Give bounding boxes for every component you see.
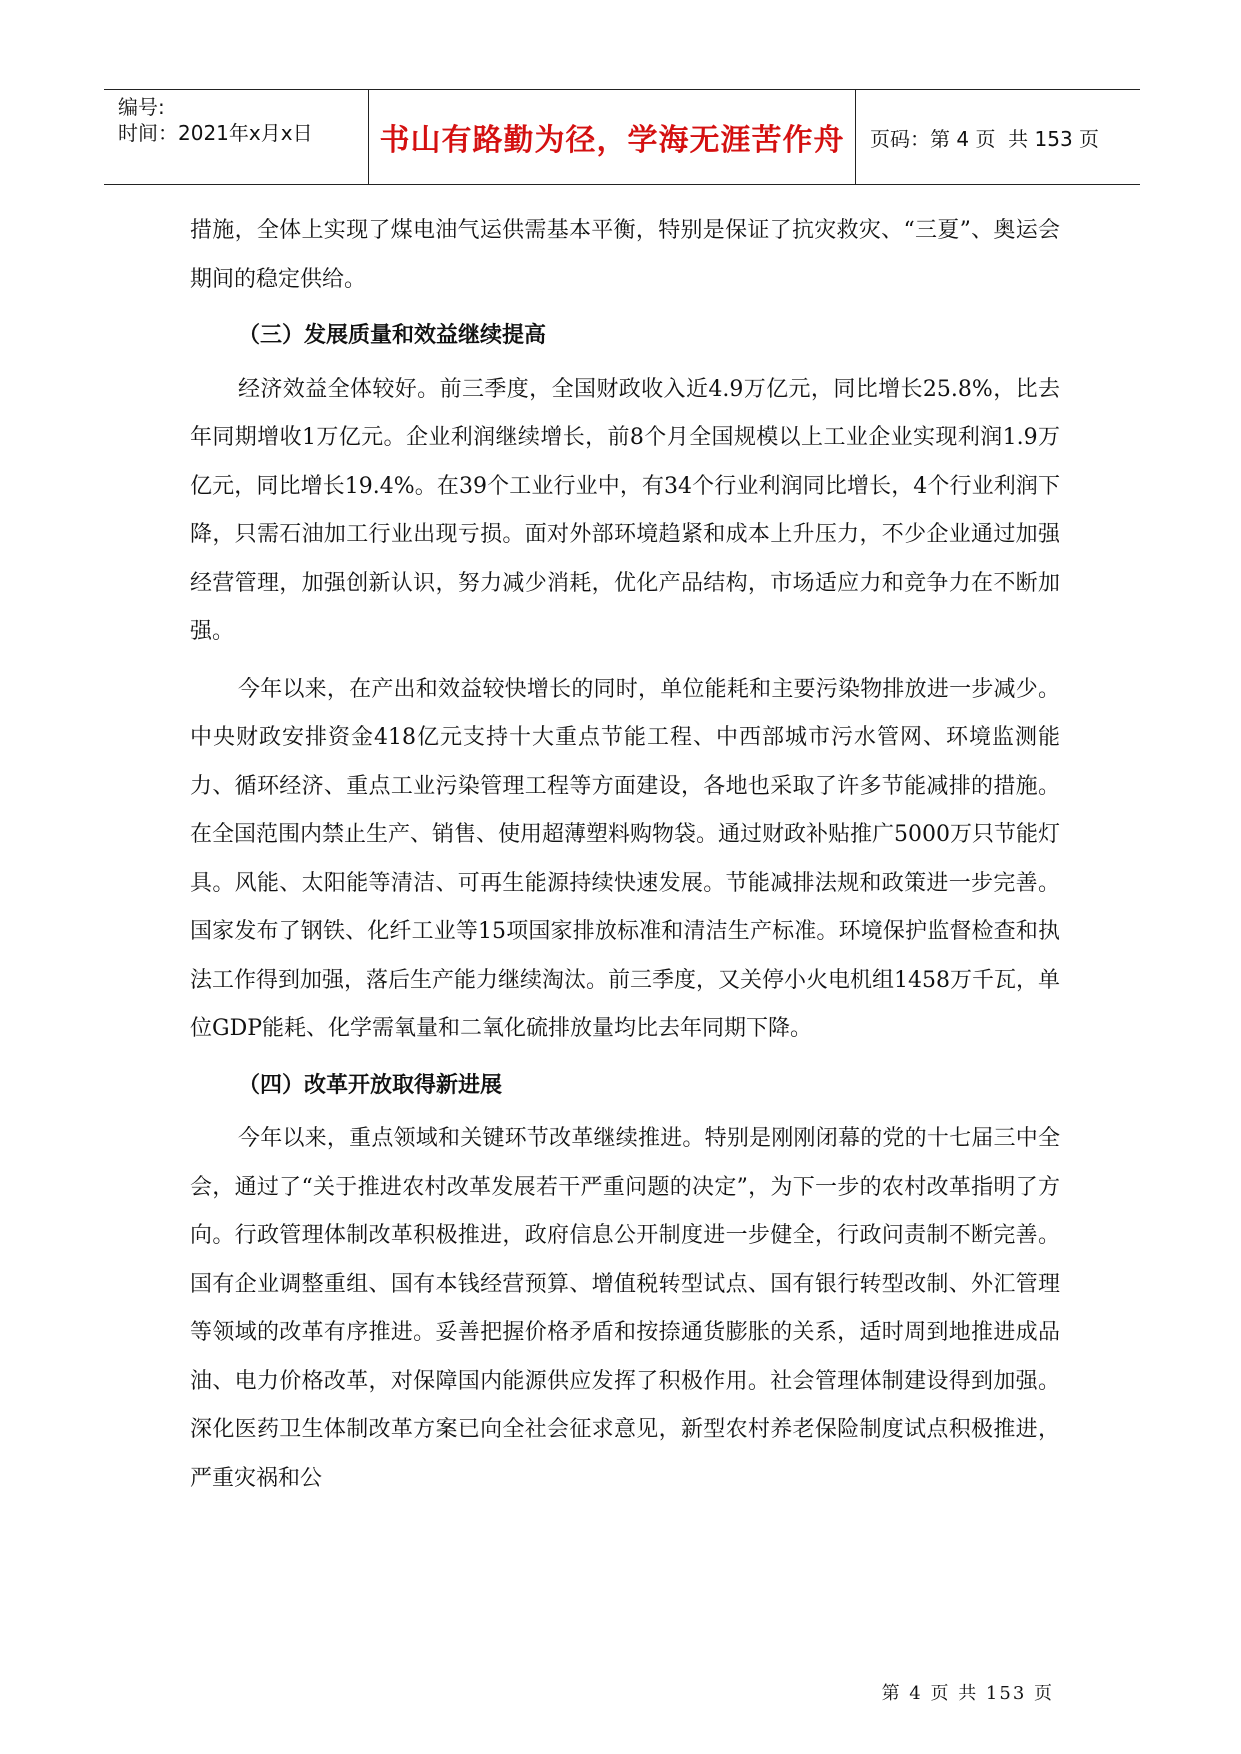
page-footer-number: 第 4 页 共 153 页 xyxy=(881,1683,1054,1704)
section-heading-4: （四）改革开放取得新进展 xyxy=(238,1071,503,1098)
document-body xyxy=(190,207,1060,1503)
paragraph-energy-saving: 今年以来，在产出和效益较快增长的同时，单位能耗和主要污染物排放进一步减少。中央财政安排资金418亿元支持十大重点节能工程、中西部城市污水管网、环境监测能力、循环经济、重点工业污染管理工程等方面建设，各地也采取了许多节能减排的措施。在全国范围内禁止生产、销售、使用超薄塑料购物袋。通过财政补贴推广5000万只节能灯具。风能、太阳能等清洁、可再生能源持续快速发展。节能减排法规和政策进一步完善。国家发布了钢铁、化纤工业等15项国家排放标准和清洁生产标准。环境保护监督检查和执法工作得到加强，落后生产能力继续淘汰。前三季度，又关停小火电机组1458万千瓦，单位GDP能耗、化学需氧量和二氧化硫排放量均比去年同期下降。 xyxy=(190,676,1060,1041)
header-motto: 书山有路勤为径，学海无涯苦作舟 xyxy=(379,123,845,158)
header-motto-cell xyxy=(369,90,856,184)
section-heading-3: （三）发展质量和效益继续提高 xyxy=(238,322,547,348)
header-meta xyxy=(104,90,369,184)
paragraph-continued: 措施，全体上实现了煤电油气运供需基本平衡，特别是保证了抗灾救灾、“三夏”、奥运会期间的稳定供给。 xyxy=(190,218,1060,292)
paragraph-reform: 今年以来，重点领域和关键环节改革继续推进。特别是刚刚闭幕的党的十七届三中全会，通过了“关于推进农村改革发展若干严重问题的决定”，为下一步的农村改革指明了方向。行政管理体制改革积极推进，政府信息公开制度进一步健全，行政问责制不断完善。国有企业调整重组、国有本钱经营预算、增值税转型试点、国有银行转型改制、外汇管理等领域的改革有序推进。妥善把握价格矛盾和按捺通货膨胀的关系，适时周到地推进成品油、电力价格改革，对保障国内能源供应发挥了积极作用。社会管理体制建设得到加强。深化医药卫生体制改革方案已向全社会征求意见，新型农村养老保险制度试点积极推进，严重灾祸和公 xyxy=(190,1126,1060,1491)
page-header xyxy=(104,89,1140,185)
header-page-info: 页码：第 4 页 共 153 页 xyxy=(870,126,1100,151)
header-page-info-cell xyxy=(856,90,1140,184)
document-time-label: 时间：2021年x月x日 xyxy=(118,121,313,145)
document-number-label: 编号: xyxy=(118,95,165,119)
paragraph-economic-benefit: 经济效益全体较好。前三季度，全国财政收入近4.9万亿元，同比增长25.8%，比去年同期增收1万亿元。企业利润继续增长，前8个月全国规模以上工业企业实现利润1.9万亿元，同比增长19.4%。在39个工业行业中，有34个行业利润同比增长，4个行业利润下降，只需石油加工行业出现亏损。面对外部环境趋紧和成本上升压力，不少企业通过加强经营管理，加强创新认识，努力减少消耗，优化产品结构，市场适应力和竞争力在不断加强。 xyxy=(190,376,1060,644)
